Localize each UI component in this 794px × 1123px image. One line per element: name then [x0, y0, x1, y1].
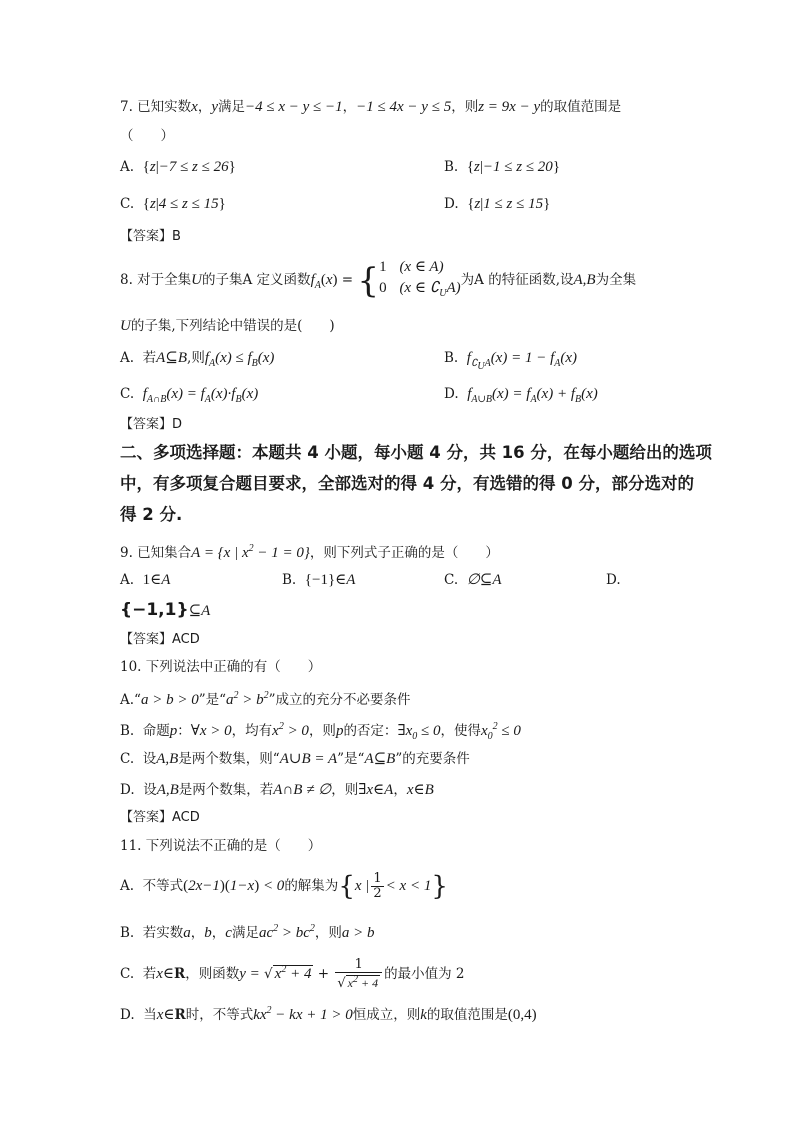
- section-heading-line3: 得 2 分.: [120, 505, 183, 524]
- q9-option-a: A. 1∈A: [120, 572, 171, 588]
- q9-option-b: B. {−1}∈A: [282, 572, 356, 588]
- q8-option-c: C. $f_{A\cap B}(x) = f_A(x)\cdot f_B(x)$: [120, 386, 259, 405]
- q8-option-d: D. $f_{A\cup B}(x) = f_A(x) + f_B(x)$: [444, 386, 598, 405]
- option-label: C.: [120, 196, 135, 212]
- q11-option-a: A. 不等式(2x−1)(1−x) < 0的解集为{x | $\frac{1}{2}$ < x < 1}: [120, 871, 448, 902]
- q9-option-c: C. ∅⊆A: [444, 572, 502, 588]
- q7-paren: （ ）: [120, 128, 174, 144]
- q8-answer: 【答案】D: [120, 417, 183, 432]
- q7-stem: 7. 已知实数x，y满足−4 ≤ x − y ≤ −1，−1 ≤ 4x − y ≤ 5，则z = 9x − y的取值范围是: [120, 99, 622, 115]
- q9-answer: 【答案】ACD: [120, 632, 200, 647]
- section-heading-line2: 中，有多项复合题目要求，全部选对的得 4 分，有选错的得 0 分，部分选对的: [120, 474, 694, 493]
- q9-stem: 9. 已知集合A = {x | $x^2 - 1 = 0$}，则下列式子正确的是（ ）: [120, 543, 499, 561]
- q7-option-a: A. {z|−7 ≤ z ≤ 26}: [120, 159, 236, 175]
- q11-option-b: B. 若实数a，b，c满足$ac^2 > bc^2$，则a > b: [120, 923, 375, 941]
- option-label: A.: [120, 159, 135, 175]
- q7-option-b: B. {z|−1 ≤ z ≤ 20}: [444, 159, 561, 175]
- q10-option-c: C. 设A,B是两个数集，则“A∪B = A”是“A⊆B”的充要条件: [120, 751, 470, 767]
- q7-option-c: C. {z|4 ≤ z ≤ 15}: [120, 196, 226, 212]
- q8-option-b: B. $f_{∁_UA}(x) = 1 - f_A(x)$: [444, 350, 578, 372]
- q10-stem: 10. 下列说法中正确的有（ ）: [120, 659, 322, 675]
- q8-line2: U的子集,下列结论中错误的是( ): [120, 318, 335, 334]
- q9-option-d-label: D.: [606, 572, 621, 588]
- q9-option-d: {−1,1}⊆A: [120, 600, 211, 620]
- q11-option-c: C. 若x∈R，则函数y = √ $x^2 + 4$ + $\frac{1}{√ x^2 + 4}$ 的最小值为 2: [120, 957, 465, 991]
- q10-answer: 【答案】ACD: [120, 810, 200, 825]
- option-label: B.: [444, 159, 459, 175]
- q7-option-d: D. {z|1 ≤ z ≤ 15}: [444, 196, 551, 212]
- q11-option-d: D. 当x∈R时，不等式$kx^2$ − kx + 1 > 0恒成立，则k的取值范围是(0,4): [120, 1005, 537, 1023]
- section-heading-line1: 二、多项选择题：本题共 4 小题，每小题 4 分，共 16 分，在每小题给出的选项: [120, 443, 712, 462]
- q10-option-a: A.“a > b > 0”是“$a^2 > b^2$”成立的充分不必要条件: [120, 690, 411, 708]
- q10-option-b: B. 命题p：∀x > 0，均有$x^2 > 0$，则p的否定：$\exists x_0 \le 0$，使得$x_0^2 \le 0$: [120, 721, 521, 742]
- q11-stem: 11. 下列说法不正确的是（ ）: [120, 838, 322, 854]
- q8-stem: 8. 对于全集U的子集A 定义函数$f_A(x) = \{1$ (x ∈ A) 0 (x ∈ $∁_UA$)为A 的特征函数,设A,B为全集: [120, 259, 637, 301]
- q10-option-d: D. 设A,B是两个数集，若A∩B ≠ ∅，则∃x∈A，x∈B: [120, 782, 434, 798]
- q8-option-a: A. 若A⊆B,则$f_A(x) \le f_B(x)$: [120, 350, 275, 369]
- option-label: D.: [444, 196, 459, 212]
- q7-answer: 【答案】B: [120, 229, 181, 244]
